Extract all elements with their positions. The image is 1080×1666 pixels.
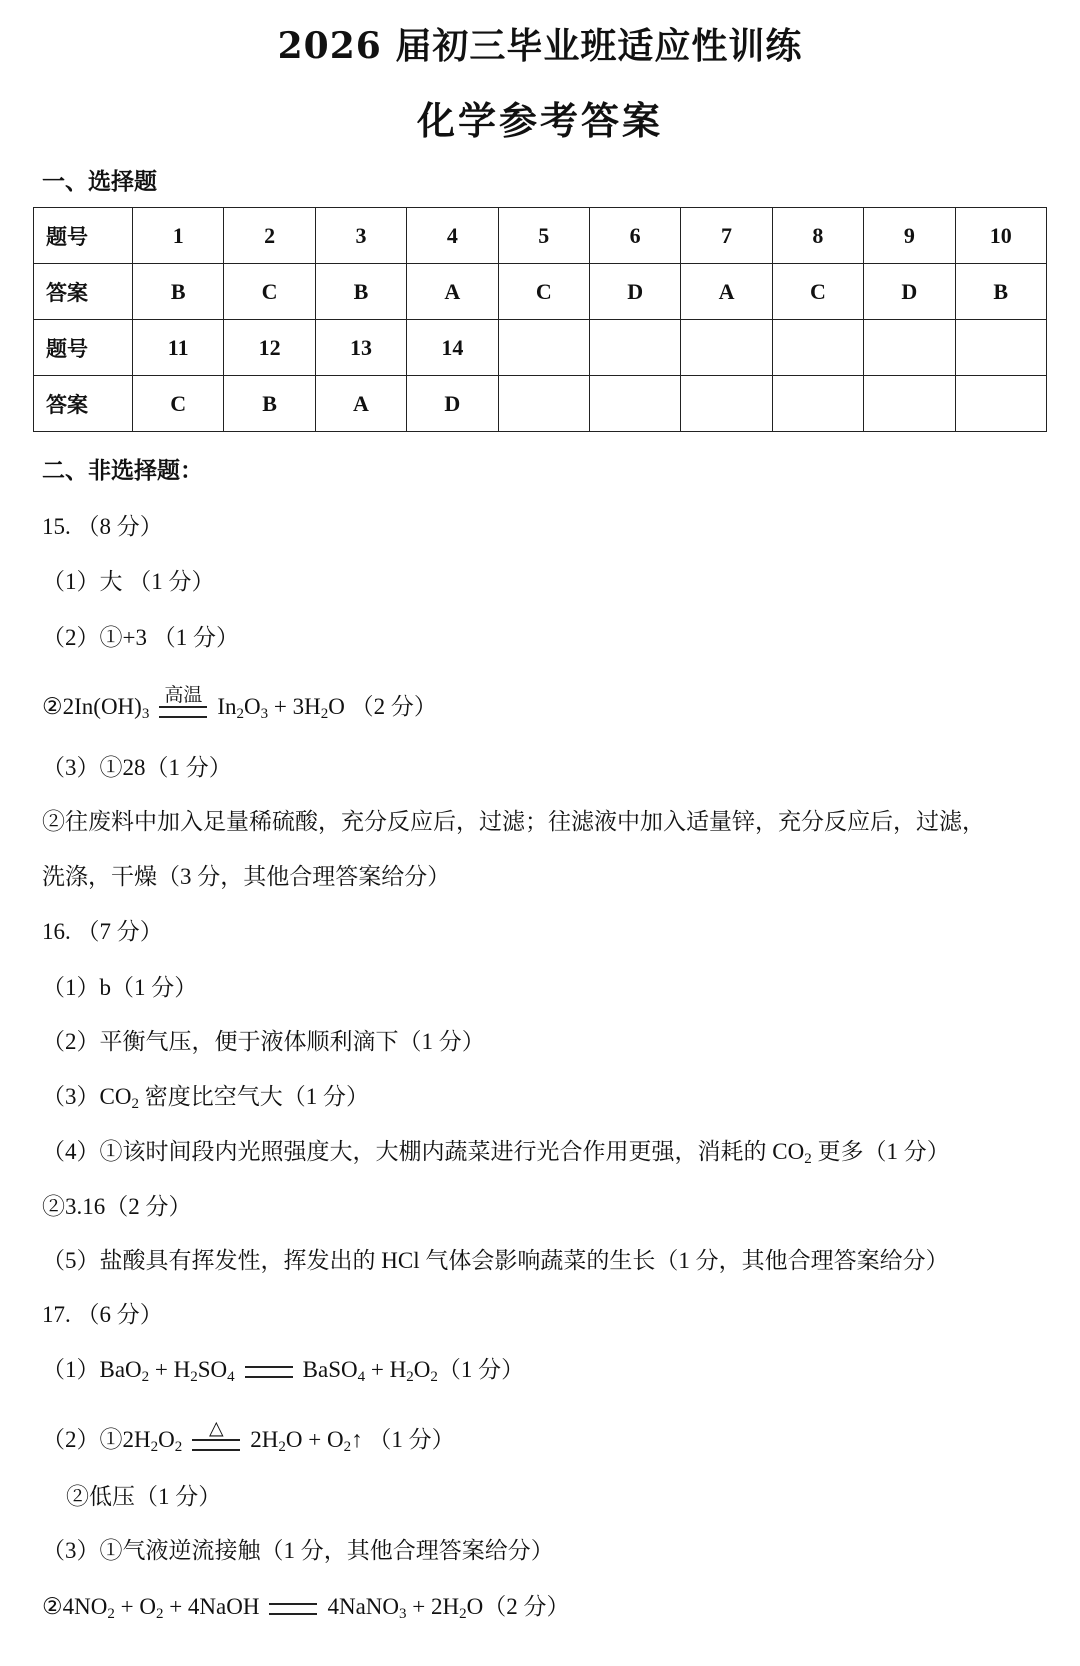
q16-part4-b: ②3.16（2 分）	[42, 1194, 192, 1219]
eq-sub: 2	[150, 1439, 159, 1455]
q17-part2	[42, 1417, 455, 1455]
table-cell: B	[224, 376, 315, 432]
eq-text: + O	[114, 1594, 156, 1619]
q17-heading: 17. （6 分）	[42, 1302, 163, 1327]
q15-part2: （2）①+3 （1 分）	[42, 625, 239, 650]
eq-text: ②4NO	[42, 1594, 108, 1619]
eq-text: 2H	[250, 1427, 279, 1452]
eq-sub: 2	[343, 1439, 352, 1455]
eq-text: O + O	[285, 1427, 344, 1452]
table-row-answers-2	[34, 376, 1047, 432]
q16-part4	[42, 1133, 950, 1166]
eq-sub: 2	[320, 706, 329, 722]
eq-text: SO	[197, 1357, 228, 1382]
eq-sub: 2	[278, 1439, 286, 1455]
row-label: 题号	[34, 208, 133, 264]
answer-table	[33, 207, 1047, 432]
eq-text: + 4NaOH	[163, 1594, 260, 1619]
eq-sub: 3	[399, 1606, 407, 1622]
section-heading-nonchoice: 二、非选择题：	[42, 457, 203, 484]
table-cell: 2	[224, 208, 315, 264]
equals-sign-icon	[159, 684, 207, 718]
q17-part3: （3）①气液逆流接触（1 分，其他合理答案给分）	[42, 1538, 554, 1563]
table-cell: 8	[772, 208, 863, 264]
eq-text: + 2H	[406, 1594, 460, 1619]
table-cell: D	[589, 264, 680, 320]
eq-text: （1）BaO	[42, 1357, 142, 1382]
q16-part1: （1）b（1 分）	[42, 975, 198, 1000]
q15-part3-b: ②往废料中加入足量稀硫酸，充分反应后，过滤；往滤液中加入适量锌，充分反应后，过滤，	[42, 809, 985, 834]
heat-triangle-icon: △	[208, 1417, 224, 1439]
eq-text: In	[217, 694, 237, 719]
table-cell: 11	[133, 320, 224, 376]
table-row-numbers-2	[34, 320, 1047, 376]
eq-text: + H	[149, 1357, 191, 1382]
q15-part1: （1）大 （1 分）	[42, 569, 215, 594]
eq-sub: 4	[227, 1369, 235, 1385]
table-cell	[772, 320, 863, 376]
eq-sub: 3	[260, 706, 269, 722]
eq-sub: 2	[459, 1606, 467, 1622]
table-cell: B	[315, 264, 406, 320]
eq-text: ↑ （1 分）	[351, 1427, 455, 1452]
table-cell: C	[224, 264, 315, 320]
row-label: 题号	[34, 320, 133, 376]
table-cell	[589, 320, 680, 376]
eq-sub: 2	[430, 1369, 438, 1385]
eq-text: O （2 分）	[328, 694, 437, 719]
table-cell	[589, 376, 680, 432]
eq-text: BaSO	[302, 1357, 358, 1382]
q17-part1	[42, 1351, 524, 1384]
table-cell: A	[315, 376, 406, 432]
eq-text: 4NaNO	[327, 1594, 399, 1619]
eq-sub: 2	[406, 1369, 414, 1385]
q17-part2-b: ②低压（1 分）	[66, 1484, 222, 1509]
q16-part5: （5）盐酸具有挥发性，挥发出的 HCl 气体会影响蔬菜的生长（1 分，其他合理答案给分）	[42, 1248, 949, 1273]
table-cell	[681, 376, 772, 432]
table-cell	[955, 376, 1046, 432]
table-cell: 6	[589, 208, 680, 264]
table-cell: 1	[133, 208, 224, 264]
eq-text: + H	[365, 1357, 407, 1382]
table-cell: C	[498, 264, 589, 320]
eq-text: O	[158, 1427, 175, 1452]
eq-text: O（2 分）	[466, 1594, 570, 1619]
table-cell	[498, 376, 589, 432]
table-cell: C	[133, 376, 224, 432]
eq-sub: 2	[804, 1151, 812, 1167]
table-cell: A	[681, 264, 772, 320]
eq-text: 密度比空气大（1 分）	[138, 1084, 369, 1109]
eq-sub: 4	[357, 1369, 366, 1385]
table-cell: 9	[864, 208, 955, 264]
eq-sub: 2	[131, 1096, 139, 1112]
page-title: 2026 届初三毕业班适应性训练	[277, 25, 803, 67]
q15-part3-c: 洗涤，干燥（3 分，其他合理答案给分）	[42, 864, 451, 889]
table-cell: 14	[407, 320, 498, 376]
eq-sub: 2	[155, 1606, 164, 1622]
row-label: 答案	[34, 376, 133, 432]
table-cell	[681, 320, 772, 376]
q16-heading: 16. （7 分）	[42, 919, 163, 944]
table-cell: B	[133, 264, 224, 320]
eq-text: （3）CO	[42, 1084, 132, 1109]
table-cell: 3	[315, 208, 406, 264]
table-cell	[955, 320, 1046, 376]
table-cell	[498, 320, 589, 376]
page-subtitle: 化学参考答案	[416, 98, 663, 143]
eq-text: （1 分）	[437, 1357, 525, 1382]
eq-sub: 3	[141, 706, 150, 722]
eq-text: O	[244, 694, 261, 719]
q16-part2: （2）平衡气压，便于液体顺利滴下（1 分）	[42, 1029, 485, 1054]
eq-text: （4）①该时间段内光照强度大，大棚内蔬菜进行光合作用更强，消耗的 CO	[42, 1139, 805, 1164]
table-cell	[864, 320, 955, 376]
table-cell: 13	[315, 320, 406, 376]
eq-text: ②2In(OH)	[42, 694, 142, 719]
eq-sub: 2	[190, 1369, 198, 1385]
reaction-condition: 高温	[164, 684, 203, 706]
table-cell: 5	[498, 208, 589, 264]
table-cell: 4	[407, 208, 498, 264]
table-cell: B	[955, 264, 1046, 320]
table-cell	[772, 376, 863, 432]
table-cell: D	[864, 264, 955, 320]
eq-text: （2）①2H	[42, 1427, 151, 1452]
row-label: 答案	[34, 264, 133, 320]
equals-sign-icon	[192, 1417, 240, 1451]
table-cell: D	[407, 376, 498, 432]
eq-sub: 2	[174, 1439, 183, 1455]
table-cell: A	[407, 264, 498, 320]
equals-sign-icon	[269, 1603, 317, 1615]
eq-sub: 2	[236, 706, 244, 722]
eq-sub: 2	[141, 1369, 150, 1385]
q17-part3-b	[42, 1588, 569, 1621]
q15-part3: （3）①28（1 分）	[42, 755, 232, 780]
eq-text: + 3H	[268, 694, 321, 719]
table-row-numbers-1	[34, 208, 1047, 264]
table-cell	[864, 376, 955, 432]
table-cell: 12	[224, 320, 315, 376]
table-cell: 10	[955, 208, 1046, 264]
table-cell: 7	[681, 208, 772, 264]
q16-part3	[42, 1078, 369, 1111]
eq-text: O	[413, 1357, 431, 1382]
q15-heading: 15. （8 分）	[42, 514, 163, 539]
table-row-answers-1	[34, 264, 1047, 320]
table-cell: C	[772, 264, 863, 320]
eq-sub: 2	[107, 1606, 115, 1622]
q15-part2-equation	[42, 684, 437, 722]
section-heading-choice: 一、选择题	[42, 168, 157, 195]
equals-sign-icon	[245, 1366, 293, 1378]
eq-text: 更多（1 分）	[811, 1139, 950, 1164]
